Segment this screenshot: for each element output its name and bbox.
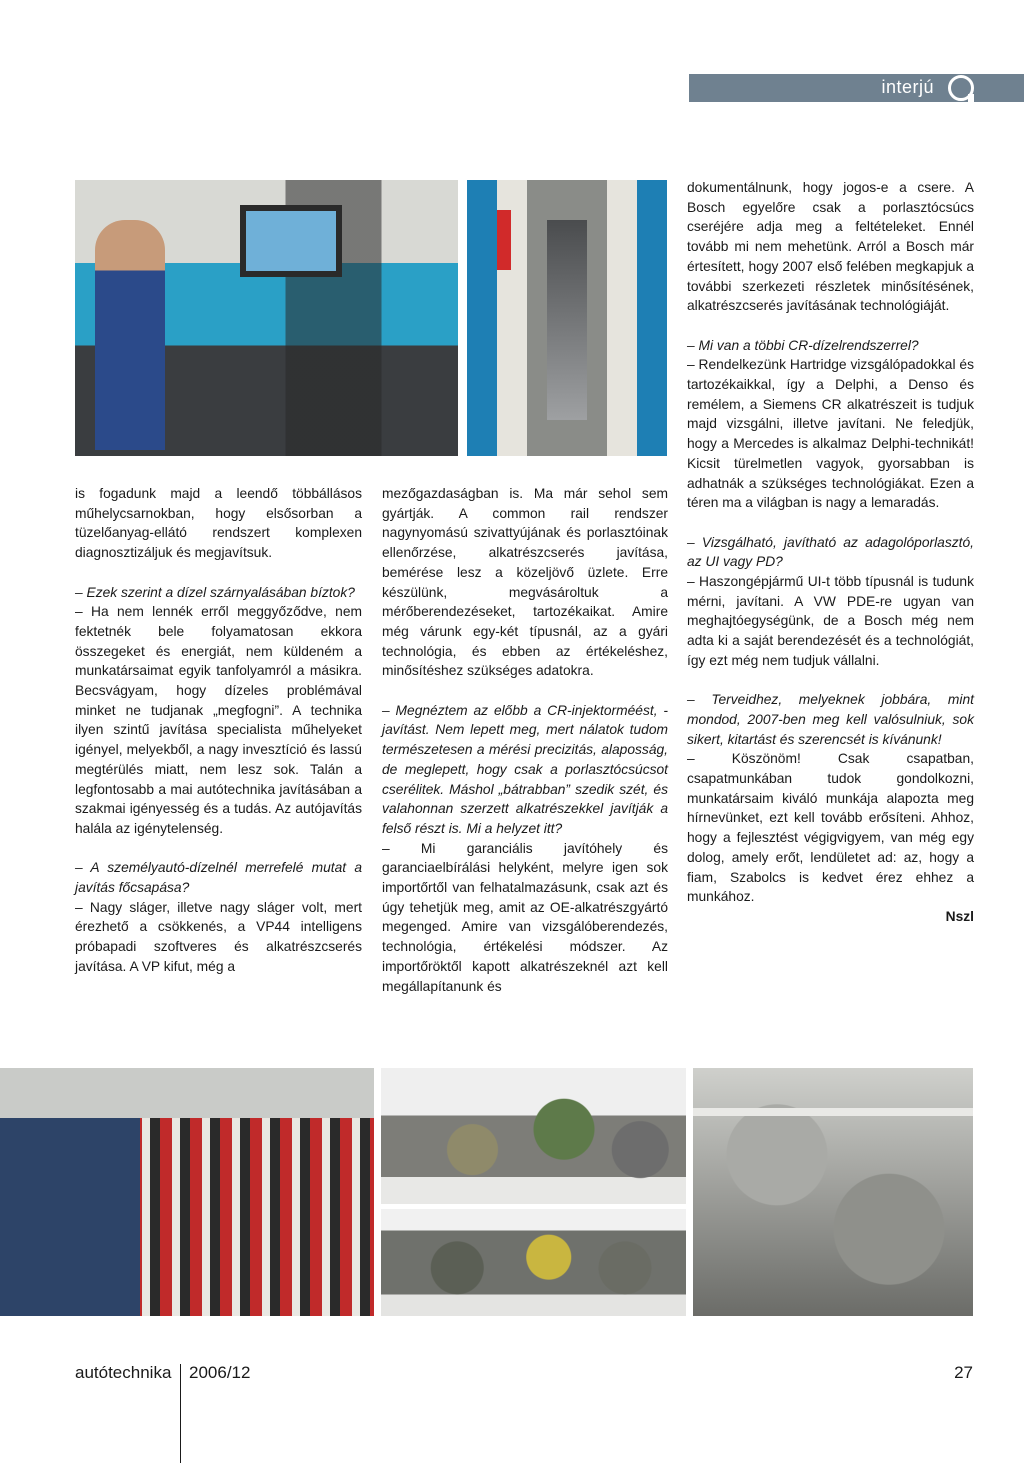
photo-pumps-bottom [381, 1209, 686, 1316]
paragraph: dokumentálnunk, hogy jogos-e a csere. A Bosch egyelőre csak a porlasztócsúcs cseréjére adja meg a feltételeket. Ennél tovább mi nem mehetünk. Arról a Bosch már értesített, hogy 2007 első felében megkapjuk a további szerkezeti részletek minősítésének, alkatrészcserés javításának technológiáját. [687, 180, 974, 314]
question: – Mi van a többi CR-dízelrendszerrel? [687, 337, 919, 353]
question: – Ezek szerint a dízel szárnyalásában bíztok? [75, 584, 355, 600]
photo-test-bench [75, 180, 458, 456]
photo-pumps-closeup [693, 1068, 973, 1316]
section-tab [689, 74, 1024, 102]
question: – A személyautó-dízelnél merrefelé mutat a javítás főcsapása? [75, 860, 362, 896]
photo-injector-rig [467, 180, 667, 456]
paragraph: – Rendelkezünk Hartridge vizsgálópadokkal és tartozékaikkal, így a Delphi, a Denso és remélem, a Siemens CR alkatrészeit is tudjuk majd vizsgálni, illetve javítani. Ne feledjük, hogy a Mercedes is alkalmaz Delphi-technikát! Kicsit türelmetlen vagyok, gyorsabban is adhatnák a szükséges technológiákat. Ezen a téren ma a világban is nagy a lemaradás. [687, 357, 974, 511]
paragraph: – Mi garanciális javítóhely és garanciaelbírálási helyként, melyre igen sok importőrtől van felhatalmazásunk, csak azt és úgy tehetjük meg, amit az OE-alkatrészgyártó megenged. Amire van vizsgálóberendezés, technológia, értékelési módszer. Az importőröktől kapott alkatrészeknél azt kell megállapítanunk és [382, 840, 668, 994]
question: – Megnéztem az előbb a CR-injektorméést, -javítást. Nem lepett meg, mert nálatok tudom természetesen a mérési precizitás, alaposság, de meglepett, hogy csak a porlasztócsúcsot cserélitek. Máshol „bátrabban” szedik szét, és valahonnan szerzett alkatrészekkel javítják a felső részt is. Mi a helyzet itt? [382, 702, 668, 836]
paragraph: mezőgazdaságban is. Ma már sehol sem gyártják. A common rail rendszer nagynyomású szivattyújának és porlasztóinak ellenőrzése, alkatrészcserés javítása, bemérése lesz a közeljövő üzlete. Erre készülünk, megvásároltuk a mérőberendezéseket, tartozékaikat. Amire még várunk egy-két típusnál, az a gyári technológia, és ebben az értékeléshez, minősítéshez szükséges adatokra. [382, 486, 668, 679]
paragraph: – Ha nem lennék erről meggyőződve, nem fektetnék bele folyamatosan ekkora összegeket és energiát, nem küldeném a munkatársaimat egyik tanfolyamról a másikra. Becsvágyam, hogy dízeles problémával minket ne tudjanak „megfogni”. A technika ilyen szintű javítása specialista műhelyeket igényel, melyekből, a nagy invesztíció és lassú megtérülés miatt, nem lesz sok. Talán a legfontosabb a mai autótechnika javításában a szakmai igényesség és a tudás. Az autójavítás halála az igénytelenség. [75, 604, 362, 836]
page-number: 27 [954, 1363, 973, 1382]
paragraph: – Köszönöm! Csak csapatban, csapatmunkában tudok gondolkozni, munkatársaim kiváló munkája alapozta meg hírnevünket, ezt kell tovább erősíteni. Ahhoz, hogy a fejlesztést végigvigyem, van még egy dolog, amely erőt, lendületet ad: az, hogy a fiam, Szabolcs is kedvet érez ehhez a munkához. [687, 751, 974, 905]
paragraph: is fogadunk majd a leendő többállásos műhelycsarnokban, hogy elsősorban a tüzelőanyag-ellátó rendszert komplexen diagnosztizáljuk és megjavítsuk. [75, 486, 362, 561]
footer-divider [180, 1364, 181, 1463]
paragraph: – Nagy sláger, illetve nagy sláger volt, mert érezhető a csökkenés, a VP44 intelligens próbapadi szoftveres és alkatrészcserés javítása. A VP kifut, még a [75, 899, 362, 974]
issue-number: 2006/12 [189, 1363, 251, 1382]
question: – Vizsgálható, javítható az adagolóporlasztó, az UI vagy PD? [687, 534, 974, 570]
paragraph: – Haszongépjármű UI-t több típusnál is tudunk mérni, javítani. A VW PDE-re ugyan van meghajtóegységünk, de a Bosch még nem adta ki a saját berendezését és a technológiát, így ezt még nem tudjuk vállalni. [687, 574, 974, 668]
column-1 [75, 484, 362, 977]
column-3 [687, 178, 974, 927]
magazine-name: autótechnika [75, 1363, 172, 1382]
interview-q-icon [948, 75, 974, 101]
author-signature: Nszl [945, 908, 974, 924]
section-label: interjú [881, 77, 934, 97]
column-2 [382, 484, 668, 996]
question: – Terveidhez, melyeknek jobbára, mint mondod, 2007-ben meg kell valósulniuk, sok sikert, kitartást és szerencsét is kívánunk! [687, 692, 974, 747]
photo-workshop-shelf [0, 1068, 374, 1316]
photo-pumps-top [381, 1068, 686, 1204]
